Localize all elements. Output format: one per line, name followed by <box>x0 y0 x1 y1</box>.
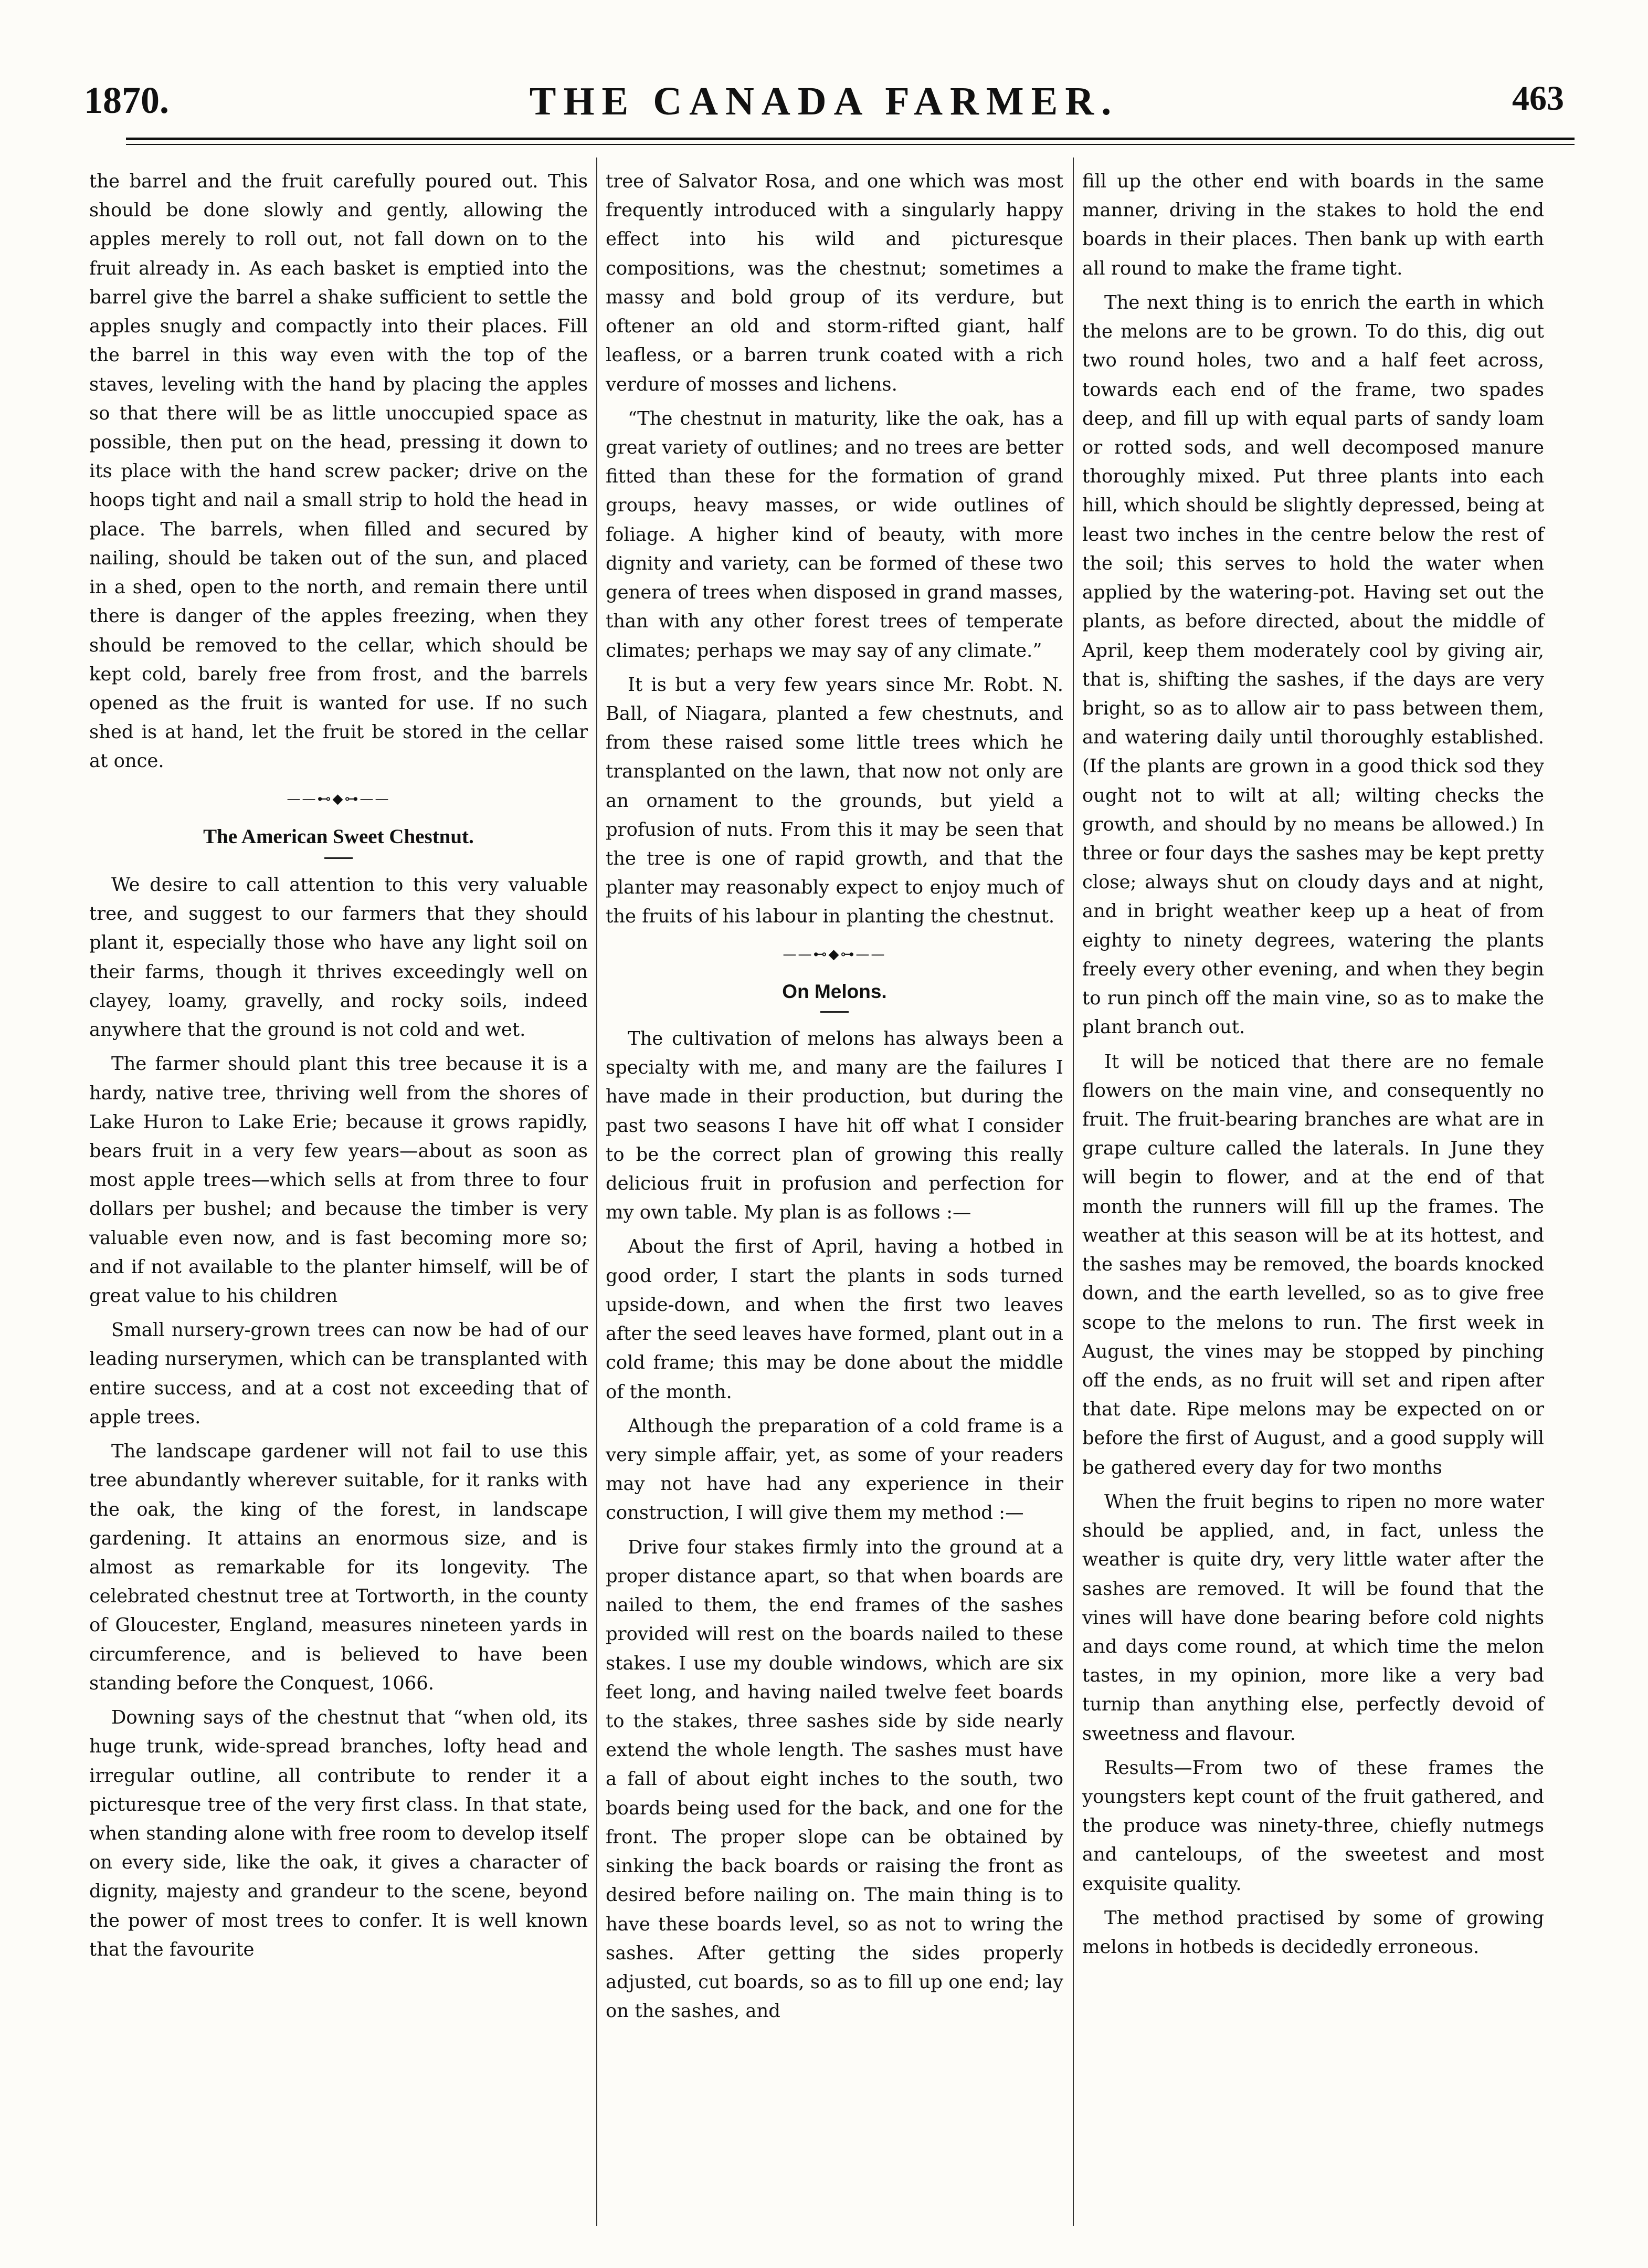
page-number: 463 <box>1512 79 1564 118</box>
header-rule-thin <box>126 144 1575 145</box>
column-divider <box>1073 158 1074 2226</box>
paragraph: The cultivation of melons has always been a specialty with me, and many are the failures I have made in their production, but during the past two seasons I have hit off what I consider to be the correct plan of growing this really delicious fruit in profusion and perfection for my own table. My plan is as follows :— <box>606 1027 1063 1224</box>
heading-rule <box>820 1011 849 1013</box>
column-2 <box>606 167 1063 2031</box>
paragraph: It will be noticed that there are no female flowers on the main vine, and consequently no fruit. The fruit-bearing branches are what are in grape culture called the laterals. In June they will begin to flower, and at the end of that month the runners will fill up the frames. The weather at this season will be at its hottest, and the sashes may be removed, the boards knocked down, and the earth levelled, so as to give free scope to the melons to run. The first week in August, the vines may be stopped by pinching off the ends, as no fruit will set and ripen after that date. Ripe melons may be expected on or before the first of August, and a good supply will be gathered every day for two months <box>1082 1051 1544 1478</box>
paragraph: the barrel and the fruit carefully poured out. This should be done slowly and gently, allowing the apples merely to roll out, not fall down on to the fruit already in. As each basket is emptied into the barrel give the barrel a shake sufficient to settle the apples snugly and compactly into their places. Fill the barrel in this way even with the top of the staves, leveling with the hand by placing the apples so that there will be as little unoccupied space as possible, then put on the head, pressing it down to its place with the hand screw packer; drive on the hoops tight and nail a small strip to hold the head in place. The barrels, when filled and secured by nailing, should be taken out of the sun, and placed in a shed, open to the north, and remain there until there is danger of the apples freezing, when they should be removed to the cellar, which should be kept cold, barely free from frost, and the barrels opened as the fruit is wanted for use. If no such shed is at hand, let the fruit be stored in the cellar at once. <box>89 171 588 772</box>
publication-title: THE CANADA FARMER. <box>529 79 1119 123</box>
masthead <box>84 79 1564 142</box>
paragraph: “The chestnut in maturity, like the oak, has a great variety of outlines; and no trees are better fitted than these for the formation of grand groups, heavy masses, or wide outlines of foliage. A higher kind of beauty, with more dignity and variety, can be formed of these two genera of trees when disposed in grand masses, than with any other forest trees of temperate climates; perhaps we may say of any climate.” <box>606 407 1063 662</box>
paragraph: Although the preparation of a cold frame is a very simple affair, yet, as some of your readers may not have had any experience in their construction, I will give them my method :— <box>606 1415 1063 1524</box>
paragraph: Results—From two of these frames the youngsters kept count of the fruit gathered, and the produce was ninety-three, chiefly nutmegs and canteloups, of the sweetest and most exquisite quality. <box>1082 1757 1544 1895</box>
year: 1870. <box>84 79 169 121</box>
paragraph: fill up the other end with boards in the same manner, driving in the stakes to hold the end boards in their places. Then bank up with earth all round to make the frame tight. <box>1082 171 1544 279</box>
paragraph: It is but a very few years since Mr. Robt. N. Ball, of Niagara, planted a few chestnuts, and from these raised some little trees which he transplanted on the lawn, that now not only are an ornament to the grounds, but yield a profusion of nuts. From this it may be seen that the tree is one of rapid growth, and that the planter may reasonably expect to enjoy much of the fruits of his labour in planting the chestnut. <box>606 674 1063 928</box>
paragraph: When the fruit begins to ripen no more water should be applied, and, in fact, unless the weather is quite dry, very little water after the sashes are removed. It will be found that the vines will have done bearing before cold nights and days come round, at which time the melon tastes, in my opinion, more like a very bad turnip than anything else, perfectly devoid of sweetness and flavour. <box>1082 1490 1544 1745</box>
paragraph: The method practised by some of growing melons in hotbeds is decidedly erroneous. <box>1082 1907 1544 1958</box>
paragraph: Small nursery-grown trees can now be had of our leading nurserymen, which can be transplanted with entire success, and at a cost not exceeding that of apple trees. <box>89 1319 588 1428</box>
section-ornament: ——⊷◆⊶—— <box>287 791 390 807</box>
paragraph: About the first of April, having a hotbed in good order, I start the plants in sods turned upside-down, and when the first two leaves after the seed leaves have formed, plant out in a cold frame; this may be done about the middle of the month. <box>606 1236 1063 1403</box>
paragraph: tree of Salvator Rosa, and one which was most frequently introduced with a singularly happy effect into his wild and picturesque compositions, was the chestnut; sometimes a massy and bold group of its verdure, but oftener an old and storm-rifted giant, half leafless, or a barren trunk coated with a rich verdure of mosses and lichens. <box>606 171 1063 395</box>
column-1 <box>89 167 588 1969</box>
heading-rule <box>324 857 353 859</box>
paragraph: Drive four stakes firmly into the ground at a proper distance apart, so that when boards are nailed to them, the end frames of the sashes provided will rest on the boards nailed to these stakes. I use my double windows, which are six feet long, and having nailed twelve feet boards to the stakes, three sashes side by side nearly extend the whole length. The sashes must have a fall of about eight inches to the south, two boards being used for the back, and one for the front. The proper slope can be obtained by sinking the back boards or raising the front as desired before nailing on. The main thing is to have these boards level, so as not to wring the sashes. After getting the sides properly adjusted, cut boards, so as to fill up one end; lay on the sashes, and <box>606 1536 1063 2022</box>
header-rule <box>126 138 1575 140</box>
paragraph: Downing says of the chestnut that “when old, its huge trunk, wide-spread branches, lofty head and irregular outline, all contribute to render it a picturesque tree of the very first class. In that state, when standing alone with free room to develop itself on every side, like the oak, it gives a character of dignity, majesty and grandeur to the scene, beyond the power of most trees to confer. It is well known that the favourite <box>89 1707 588 1960</box>
article-heading-melons: On Melons. <box>782 981 887 1003</box>
paragraph: The next thing is to enrich the earth in which the melons are to be grown. To do this, dig out two round holes, two and a half feet across, towards each end of the frame, two spades deep, and fill up with equal parts of sandy loam or rotted sods, and well decomposed manure thoroughly mixed. Put three plants into each hill, which should be slightly depressed, being at least two inches in the centre below the rest of the soil; this serves to hold the water when applied by the watering-pot. Having set out the plants, as before directed, about the middle of April, keep them moderately cool by giving air, that is, shifting the sashes, if the days are very bright, so as to allow air to pass between them, and watering daily until thoroughly established. (If the plants are grown in a good thick sod they ought not to wilt at all; wilting checks the growth, and should by no means be allowed.) In three or four days the sashes may be kept pretty close; always shut on cloudy days and at night, and in bright weather keep up a heat of from eighty to ninety degrees, watering the plants freely every other evening, and when they begin to run pinch off the main vine, so as to make the plant branch out. <box>1082 291 1544 1038</box>
article-heading-chestnut: The American Sweet Chestnut. <box>203 825 474 848</box>
paragraph: We desire to call attention to this very valuable tree, and suggest to our farmers that they should plant it, especially those who have any light soil on their farms, though it thrives exceedingly well on clayey, loamy, gravelly, and rocky soils, indeed anywhere that the ground is not cold and wet. <box>89 874 588 1041</box>
section-ornament: ——⊷◆⊶—— <box>783 946 886 962</box>
paragraph: The farmer should plant this tree because it is a hardy, native tree, thriving well from the shores of Lake Huron to Lake Erie; because it grows rapidly, bears fruit in a very few years—about as soon as most apple trees—which sells at from three to four dollars per bushel; and because the timber is very valuable even now, and is fast becoming more so; and if not available to the planter himself, will be of great value to his children <box>89 1053 588 1307</box>
paragraph: The landscape gardener will not fail to use this tree abundantly wherever suitable, for it ranks with the oak, the king of the forest, in landscape gardening. It attains an enormous size, and is almost as remarkable for its longevity. The celebrated chestnut tree at Tortworth, in the county of Gloucester, England, measures nineteen yards in circumference, and is believed to have been standing before the Conquest, 1066. <box>89 1441 588 1694</box>
column-3 <box>1082 167 1544 1967</box>
column-divider <box>596 158 597 2226</box>
